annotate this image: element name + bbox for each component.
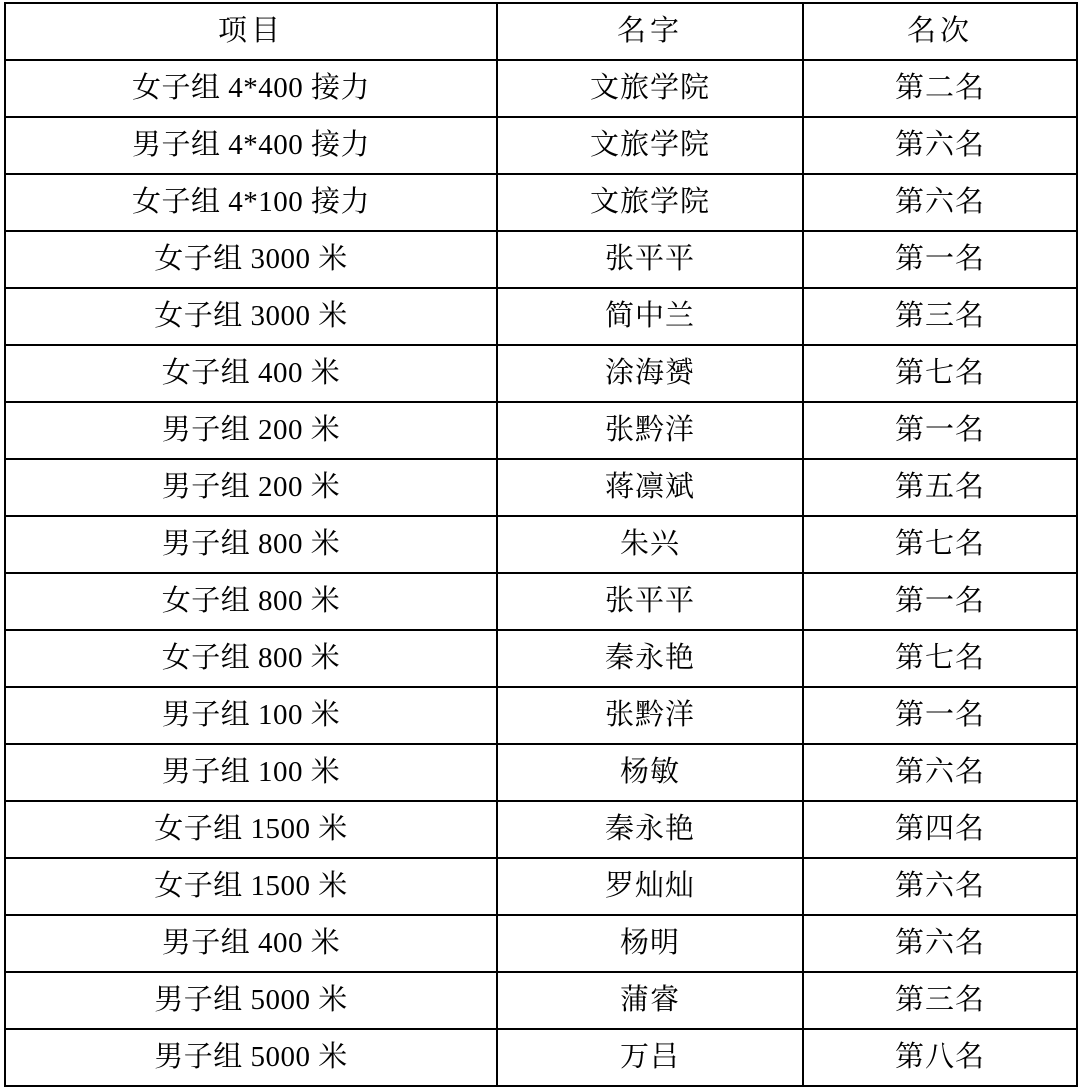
table-row xyxy=(5,630,1077,687)
cell-event: 女子组 4*400 接力 xyxy=(5,60,497,117)
table-row xyxy=(5,687,1077,744)
table-row xyxy=(5,573,1077,630)
cell-event: 女子组 3000 米 xyxy=(5,231,497,288)
cell-name: 张黔洋 xyxy=(497,687,803,744)
table-row xyxy=(5,60,1077,117)
table-header xyxy=(5,3,1077,60)
cell-name: 涂海赟 xyxy=(497,345,803,402)
cell-name: 杨敏 xyxy=(497,744,803,801)
cell-rank: 第八名 xyxy=(803,1029,1077,1086)
cell-rank: 第一名 xyxy=(803,687,1077,744)
cell-event: 女子组 1500 米 xyxy=(5,858,497,915)
table-row xyxy=(5,402,1077,459)
cell-name: 朱兴 xyxy=(497,516,803,573)
cell-name: 张平平 xyxy=(497,573,803,630)
cell-rank: 第七名 xyxy=(803,630,1077,687)
cell-name: 秦永艳 xyxy=(497,801,803,858)
cell-name: 文旅学院 xyxy=(497,60,803,117)
cell-event: 男子组 800 米 xyxy=(5,516,497,573)
cell-event: 女子组 800 米 xyxy=(5,573,497,630)
cell-name: 蒋凛斌 xyxy=(497,459,803,516)
cell-name: 蒲睿 xyxy=(497,972,803,1029)
table-row xyxy=(5,858,1077,915)
table-row xyxy=(5,288,1077,345)
cell-event: 男子组 100 米 xyxy=(5,687,497,744)
cell-event: 男子组 5000 米 xyxy=(5,1029,497,1086)
cell-name: 杨明 xyxy=(497,915,803,972)
table-row xyxy=(5,174,1077,231)
table-row xyxy=(5,972,1077,1029)
table-row xyxy=(5,915,1077,972)
table-row xyxy=(5,231,1077,288)
cell-rank: 第六名 xyxy=(803,744,1077,801)
table-header-row xyxy=(5,3,1077,60)
table-row xyxy=(5,1029,1077,1086)
cell-name: 文旅学院 xyxy=(497,174,803,231)
cell-event: 女子组 1500 米 xyxy=(5,801,497,858)
cell-rank: 第六名 xyxy=(803,117,1077,174)
cell-rank: 第六名 xyxy=(803,174,1077,231)
cell-rank: 第二名 xyxy=(803,60,1077,117)
cell-event: 女子组 400 米 xyxy=(5,345,497,402)
cell-name: 秦永艳 xyxy=(497,630,803,687)
cell-name: 罗灿灿 xyxy=(497,858,803,915)
table-row xyxy=(5,345,1077,402)
cell-rank: 第六名 xyxy=(803,915,1077,972)
cell-event: 男子组 400 米 xyxy=(5,915,497,972)
cell-rank: 第四名 xyxy=(803,801,1077,858)
cell-event: 女子组 3000 米 xyxy=(5,288,497,345)
cell-event: 男子组 100 米 xyxy=(5,744,497,801)
table-row xyxy=(5,744,1077,801)
table-row xyxy=(5,459,1077,516)
cell-rank: 第一名 xyxy=(803,402,1077,459)
cell-rank: 第六名 xyxy=(803,858,1077,915)
table-body xyxy=(5,60,1077,1086)
cell-rank: 第五名 xyxy=(803,459,1077,516)
cell-rank: 第七名 xyxy=(803,516,1077,573)
column-header-name: 名字 xyxy=(497,3,803,60)
table-row xyxy=(5,117,1077,174)
cell-event: 男子组 5000 米 xyxy=(5,972,497,1029)
cell-rank: 第一名 xyxy=(803,573,1077,630)
cell-rank: 第三名 xyxy=(803,288,1077,345)
cell-event: 男子组 4*400 接力 xyxy=(5,117,497,174)
cell-rank: 第一名 xyxy=(803,231,1077,288)
cell-name: 张平平 xyxy=(497,231,803,288)
cell-rank: 第七名 xyxy=(803,345,1077,402)
cell-event: 男子组 200 米 xyxy=(5,459,497,516)
table-row xyxy=(5,516,1077,573)
column-header-event: 项目 xyxy=(5,3,497,60)
cell-event: 女子组 4*100 接力 xyxy=(5,174,497,231)
cell-rank: 第三名 xyxy=(803,972,1077,1029)
column-header-rank: 名次 xyxy=(803,3,1077,60)
cell-event: 女子组 800 米 xyxy=(5,630,497,687)
cell-name: 简中兰 xyxy=(497,288,803,345)
document-page xyxy=(0,2,1080,1073)
cell-name: 万吕 xyxy=(497,1029,803,1086)
cell-name: 文旅学院 xyxy=(497,117,803,174)
cell-name: 张黔洋 xyxy=(497,402,803,459)
cell-event: 男子组 200 米 xyxy=(5,402,497,459)
results-table xyxy=(4,2,1078,1087)
table-row xyxy=(5,801,1077,858)
